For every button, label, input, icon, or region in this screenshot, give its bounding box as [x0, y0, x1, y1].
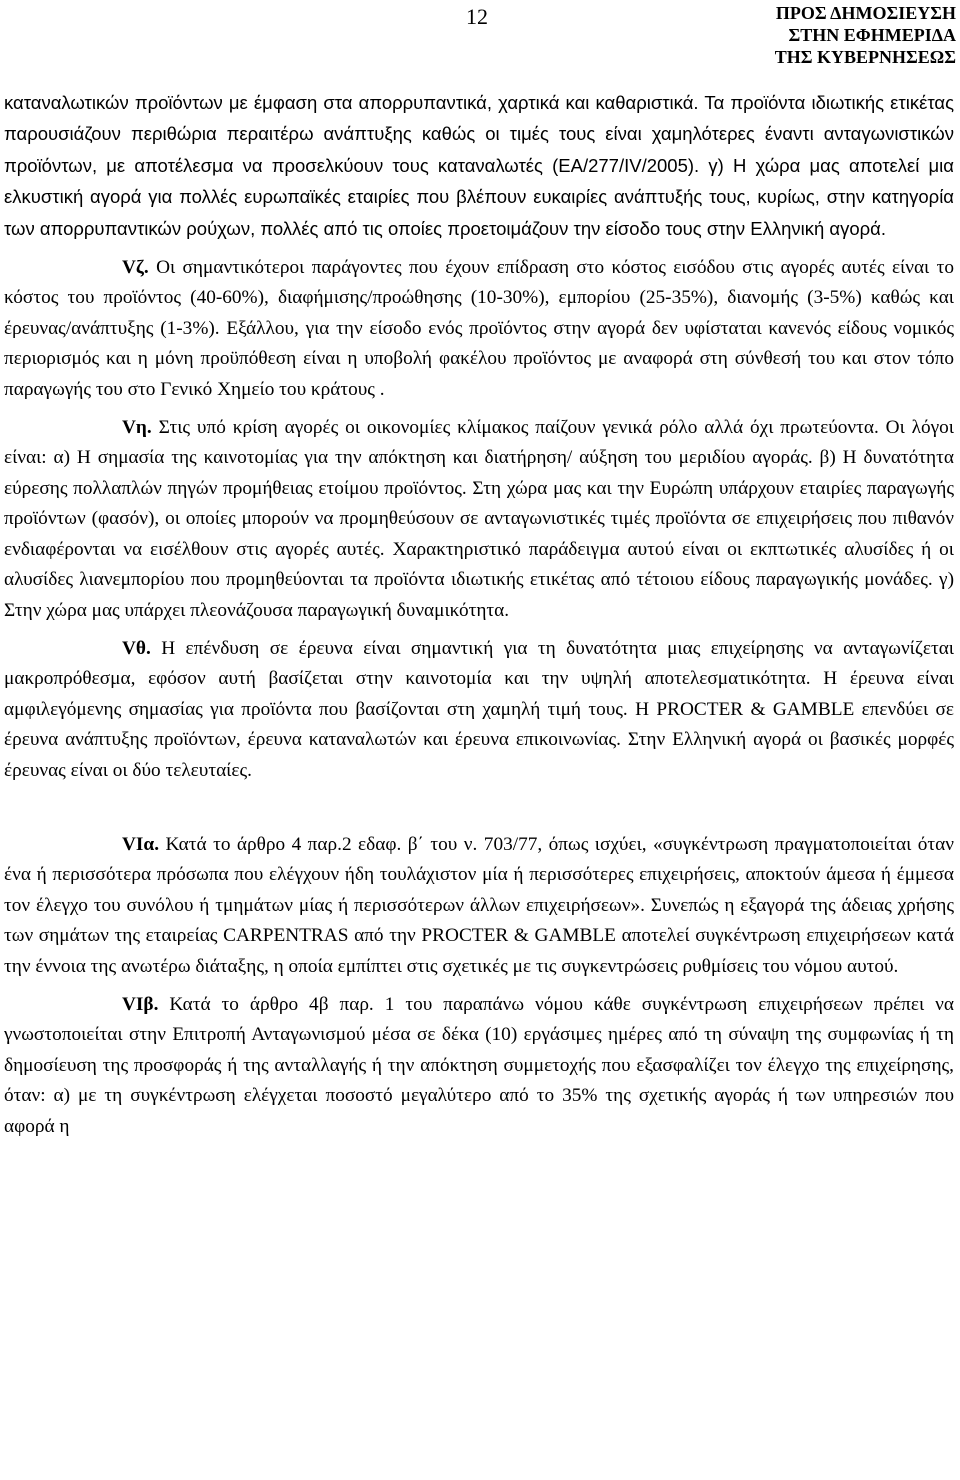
paragraph-v-theta — [4, 634, 954, 786]
section-label: VIβ. — [122, 993, 159, 1015]
paragraph-text: Οι σημαντικότεροι παράγοντες που έχουν επίδραση στο κόστος εισόδου στις αγορές αυτές είναι το κόστος του προϊόντος (40-60%), διαφήμισης/προώθησης (10-30%), εμπορίου (25-35%), διανομής (3-5%) καθώς και έρευνας/ανάπτυξης (1-3%). Εξάλλου, για την είσοδο ενός προϊόντος στην αγορά δεν υφίσταται κανενός είδους νομικός περιορισμός και η μόνη προϋπόθεση είναι η υποβολή φακέλου προϊόντος με αναφορά στη σύνθεσή του και στον τόπο παραγωγής του στο Γενικό Χημείο του κράτους . — [4, 257, 954, 400]
paragraph-v-zeta — [4, 253, 954, 405]
paragraph-v-eta — [4, 413, 954, 626]
stamp-line-1: ΠΡΟΣ ΔΗΜΟΣΙΕΥΣΗ — [775, 3, 956, 23]
section-label: Vθ. — [122, 637, 151, 659]
section-label: Vη. — [122, 417, 152, 439]
paragraph-text: Στις υπό κρίση αγορές οι οικονομίες κλίμακος παίζουν γενικά ρόλο αλλά όχι πρωτεύοντα. Οι λόγοι είναι: α) Η σημασία της καινοτομίας για την απόκτηση και διατήρηση/ αύξηση του μεριδίου αγοράς. β) Η δυνατότητα εύρεσης πολλαπλών πηγών προμήθειας ετοίμου προϊόντος. Στη χώρα μας και την Ευρώπη υπάρχουν εταιρίες παραγωγής προϊόντων (φασόν), οι οποίες μπορούν να προμηθεύσουν σε ανταγωνιστικές τιμές προϊόντα σε επιχειρήσεις που πιθανόν ενδιαφέρονται να εισέλθουν στις αγορές αυτές. Χαρακτηριστικό παράδειγμα αυτού είναι οι εκπτωτικές αλυσίδες ή οι αλυσίδες λιανεμπορίου που προμηθεύονται τα προϊόντα ιδιωτικής ετικέτας από τέτοιου είδους παραγωγικής μονάδες. γ) Στην χώρα μας υπάρχει πλεονάζουσα παραγωγική δυναμικότητα. — [4, 417, 954, 621]
page-header — [0, 0, 960, 80]
stamp-line-2: ΣΤΗΝ ΕΦΗΜΕΡΙΔΑ — [788, 25, 956, 45]
paragraph-text-b: γ) Η χώρα μας αποτελεί μια ελκυστική αγορά για πολλές ευρωπαϊκές εταιρίες που βλέπουν ευκαιρίες ανάπτυξής τους, κυρίως, στην κατηγορία των απορρυπαντικών ρούχων, πολλές από τις οποίες προετοιμάζουν την είσοδο τους στην Ελληνική αγορά. — [4, 154, 954, 239]
paragraph-vi-alpha — [4, 830, 954, 982]
section-label: Vζ. — [122, 257, 149, 279]
paragraph-text-a: καταναλωτικών προϊόντων με έμφαση στα απορρυπαντικά, χαρτικά και καθαριστικά. Τα προϊόντα ιδιωτικής ετικέτας παρουσιάζουν περιθώρια περαιτέρω ανάπτυξης καθώς οι τιμές τους είναι χαμηλότερες έναντι ανταγωνιστικών προϊόντων, με αποτέλεσμα να προσελκύουν τους καταναλωτές (ΕΑ/277/IV/2005). — [4, 92, 954, 176]
document-body — [4, 88, 954, 1142]
publication-stamp — [775, 2, 956, 68]
paragraph-text: Κατά το άρθρο 4 παρ.2 εδαφ. β΄ του ν. 703/77, όπως ισχύει, «συγκέντρωση πραγματοποιείται όταν ένα ή περισσότερα πρόσωπα που ελέγχουν ήδη τουλάχιστον μία ή περισσότερες επιχειρήσεις, αποκτούν άμεσα ή έμμεσα τον έλεγχο του συνόλου ή τμημάτων μίας ή περισσότερων άλλων επιχειρήσεων». Συνεπώς η εξαγορά της άδειας χρήσης των σημάτων της εταιρείας CARPENTRAS από την PROCTER & GAMBLE αποτελεί συγκέντρωση επιχειρήσεων κατά την έννοια της ανωτέρω διάταξης, η οποία εμπίπτει στις σχετικές με τις συγκεντρώσεις ρυθμίσεις του νόμου αυτού. — [4, 833, 954, 977]
paragraph-continuation — [4, 88, 954, 245]
paragraph-vi-beta — [4, 990, 954, 1142]
paragraph-text: Η επένδυση σε έρευνα είναι σημαντική για τη δυνατότητα μιας επιχείρησης να ανταγωνίζεται μακροπρόθεσμα, εφόσον αυτή βασίζεται στην καινοτομία και την υψηλή αποτελεσματικότητα. Η έρευνα είναι αμφιλεγόμενης σημασίας για προϊόντα που βασίζονται στη χαμηλή τιμή τους. Η PROCTER & GAMBLE επενδύει σε έρευνα ανάπτυξης προϊόντων, έρευνα καταναλωτών και έρευνα επικοινωνίας. Στην Ελληνική αγορά οι βασικές μορφές έρευνας είναι οι δύο τελευταίες. — [4, 637, 954, 781]
section-label: VIα. — [122, 833, 160, 855]
stamp-line-3: ΤΗΣ ΚΥΒΕΡΝΗΣΕΩΣ — [774, 47, 956, 67]
paragraph-text: Κατά το άρθρο 4β παρ. 1 του παραπάνω νόμου κάθε συγκέντρωση επιχειρήσεων πρέπει να γνωστοποιείται στην Επιτροπή Ανταγωνισμού μέσα σε δέκα (10) εργάσιμες ημέρες από τη σύναψη της συμφωνίας ή τη δημοσίευση της προσφοράς ή της ανταλλαγής ή την απόκτηση συμμετοχής που εξασφαλίζει τον έλεγχο της επιχείρησης, όταν: α) με τη συγκέντρωση ελέγχεται ποσοστό μεγαλύτερο από το 35% της σχετικής αγοράς ή των υπηρεσιών που αφορά η — [4, 993, 954, 1137]
page-number: 12 — [466, 4, 488, 29]
